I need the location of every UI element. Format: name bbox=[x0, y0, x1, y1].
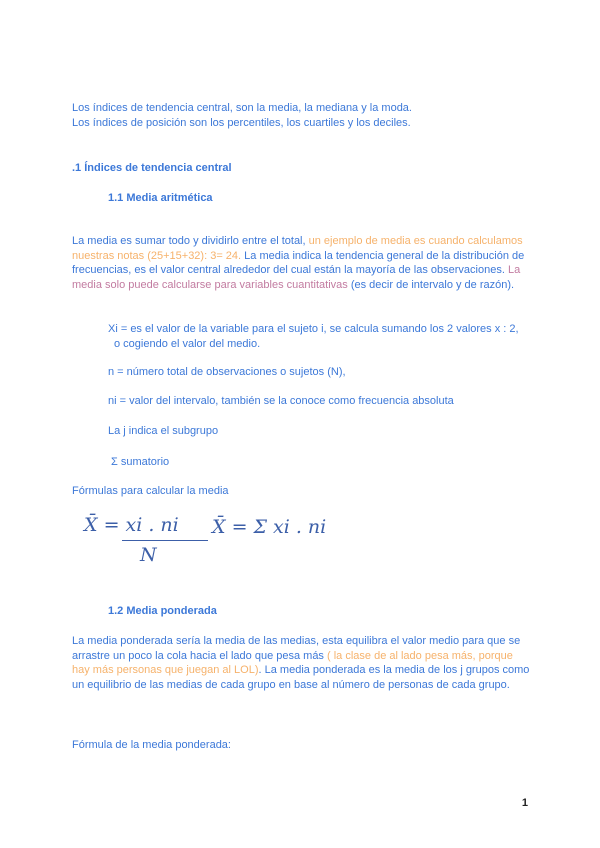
subheading-media-aritmetica: 1.1 Media aritmética bbox=[108, 192, 213, 204]
intro-paragraph bbox=[72, 101, 532, 130]
xi-line-2: o cogiendo el valor del medio. bbox=[114, 337, 261, 350]
section-heading-1: .1 Índices de tendencia central bbox=[72, 162, 232, 174]
media-text-a: La media es sumar todo y dividirlo entre el total, bbox=[72, 235, 309, 247]
formula-1-denominator: N bbox=[140, 544, 157, 566]
xi-line-1: Xi = es el valor de la variable para el sujeto i, se calcula sumando los 2 valores x : 2, bbox=[108, 323, 519, 335]
fraction-bar bbox=[122, 540, 208, 541]
media-paragraph bbox=[72, 234, 532, 292]
ni-definition: ni = valor del intervalo, también se la conoce como frecuencia absoluta bbox=[108, 395, 454, 407]
ponderada-example: ( la clase de al lado pesa más, porque hay más personas que juegan al LOL) bbox=[72, 649, 513, 676]
ponderada-paragraph bbox=[72, 634, 532, 692]
formula-1-numerator: X̄ = xi . ni bbox=[84, 514, 179, 536]
formula-2: X̄ = Σ xi . ni bbox=[212, 516, 327, 538]
ponderada-text-a: La media ponderada sería la media de las medias, esta equilibra el valor medio para que se arrastre un poco la cola hacia el lado que pesa más bbox=[72, 635, 521, 662]
media-restriction: La media solo puede calcularse para variables cuantitativas bbox=[72, 264, 521, 291]
intro-line-1: Los índices de tendencia central, son la media, la mediana y la moda. bbox=[72, 102, 412, 114]
n-definition: n = número total de observaciones o sujetos (N), bbox=[108, 366, 346, 378]
sigma-definition: Σ sumatorio bbox=[111, 456, 170, 468]
intro-line-2: Los índices de posición son los percentiles, los cuartiles y los deciles. bbox=[72, 116, 411, 129]
media-example: un ejemplo de media es cuando calculamos nuestras notas (25+15+32): 3= 24. bbox=[72, 235, 523, 262]
media-text-c: La media indica la tendencia general de la distribución de frecuencias, es el valor central alrededor del cual están la mayoría de las observaciones. bbox=[72, 249, 525, 276]
formulas-label: Fórmulas para calcular la media bbox=[72, 485, 229, 497]
formula-ponderada-label: Fórmula de la media ponderada: bbox=[72, 739, 231, 751]
ponderada-text-c: . La media ponderada es la media de los j grupos como un equilibrio de las medias de cada grupo en base al número de personas de cada grupo. bbox=[72, 664, 530, 691]
handwritten-formulas bbox=[84, 512, 327, 572]
page-number: 1 bbox=[521, 797, 528, 809]
xi-definition bbox=[108, 322, 538, 351]
subheading-media-ponderada: 1.2 Media ponderada bbox=[108, 605, 217, 617]
media-text-e: (es decir de intervalo y de razón). bbox=[347, 278, 515, 291]
j-definition: La j indica el subgrupo bbox=[108, 425, 219, 437]
